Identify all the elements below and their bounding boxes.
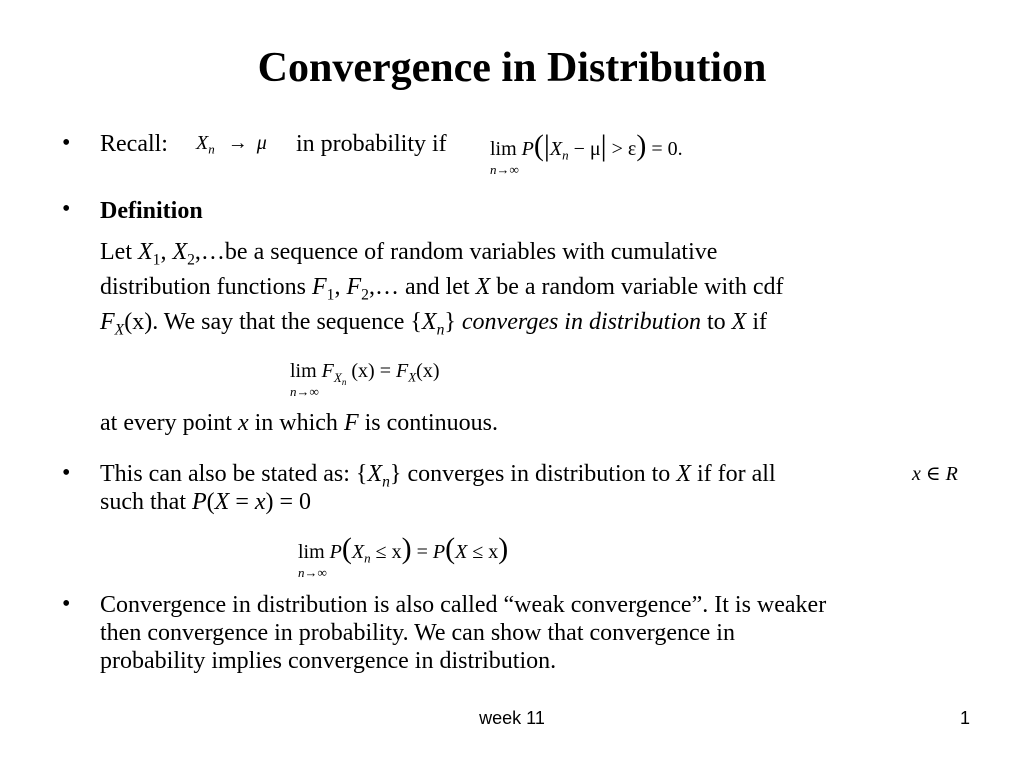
weak-convergence-line-2: then convergence in probability. We can show that convergence in	[100, 620, 735, 646]
alt-statement-line-1	[100, 460, 776, 491]
prob-limit-equation: lim n→∞ $P(X_n \le x) = P(X \le x)$	[298, 532, 509, 580]
var-x: X	[214, 489, 230, 515]
sub-x: X	[114, 321, 125, 339]
text-at-every-point: at every point	[100, 410, 238, 436]
sub-xn	[334, 370, 347, 385]
comma: ,	[160, 239, 173, 265]
var-f: F	[100, 309, 115, 335]
footer-week-label: week 11	[479, 708, 545, 728]
math-x: X	[196, 132, 209, 154]
lim-text: lim	[290, 360, 317, 382]
lim-subscript: n→∞	[298, 565, 327, 580]
arg-x: (x)	[124, 309, 153, 335]
var-xn: X	[421, 309, 437, 335]
var-x: X	[676, 461, 691, 487]
cdf-limit-equation	[290, 360, 440, 399]
prob-sub-n: n	[562, 147, 569, 163]
bullet-marker: •	[62, 130, 71, 156]
weak-convergence-line-3: probability implies convergence in distribution.	[100, 648, 557, 674]
text-if: if	[746, 309, 768, 335]
sub-n: n	[364, 550, 371, 566]
sub-2: 2	[361, 286, 369, 304]
sub-2: 2	[187, 251, 195, 269]
definition-heading: Definition	[100, 198, 203, 224]
term-converges-in-distribution: converges in distribution	[461, 309, 701, 335]
var-x: x	[237, 410, 249, 436]
leq-x: ≤ x	[467, 541, 499, 563]
bullet-marker: •	[62, 591, 71, 617]
probability-limit-equation: lim n→∞ $P(|X_n - \mu| > \varepsilon) = 0$.	[490, 129, 683, 177]
text-and-let: ,… and let	[368, 274, 476, 300]
var-f: F	[321, 360, 334, 382]
continuity-condition	[100, 409, 498, 437]
math-arrow: →	[227, 132, 248, 154]
prob-eq-zero: = 0.	[651, 138, 683, 160]
var-x: X	[367, 461, 383, 487]
sub-x: X	[333, 369, 342, 385]
comma: ,	[334, 274, 347, 300]
equals-zero: ) = 0	[265, 489, 312, 515]
leq-x: ≤ x	[370, 541, 402, 563]
var-f1: F	[312, 274, 327, 300]
var-f: F	[396, 360, 409, 382]
brace-close: }	[444, 309, 462, 335]
convergence-in-probability-notation	[196, 132, 267, 155]
slide-title: Convergence in Distribution	[257, 45, 767, 91]
weak-convergence-line-1: Convergence in distribution is also called “weak convergence”. It is weaker	[100, 592, 827, 618]
lim-text: lim	[298, 541, 325, 563]
alt-statement-line-2	[100, 488, 311, 516]
text-in-which: in which	[248, 410, 344, 436]
sub-1: 1	[152, 251, 161, 269]
var-p: P	[191, 489, 207, 515]
equals: =	[229, 489, 255, 515]
in-probability-text: in probability if	[296, 131, 447, 157]
sub-n: n	[341, 376, 347, 387]
prob-minus-mu: − μ	[568, 138, 601, 160]
text-if-for-all: if for all	[690, 461, 776, 487]
equals: =	[411, 541, 433, 563]
sub-n: n	[382, 473, 390, 491]
slide-number: 1	[959, 708, 970, 728]
var-p: P	[432, 541, 446, 563]
var-x-lower: x	[254, 489, 266, 515]
var-x1: X	[137, 239, 153, 265]
var-x: X	[475, 274, 491, 300]
sub-n: n	[436, 321, 445, 339]
var-f: F	[343, 410, 359, 436]
lim-subscript: n→∞	[290, 384, 319, 399]
lim-operator	[490, 138, 519, 177]
var-x: X	[731, 309, 747, 335]
text-we-say: . We say that the sequence {	[152, 309, 422, 335]
definition-line-3	[100, 308, 768, 339]
prob-gt-eps: > ε	[611, 138, 637, 160]
var-f2: F	[346, 274, 362, 300]
x-in-r-notation: x ∈ R	[912, 463, 958, 485]
definition-line-1	[100, 238, 718, 269]
lim-operator	[290, 360, 319, 399]
prob-p: P	[521, 138, 534, 160]
lim-subscript: n→∞	[490, 162, 519, 177]
text-random-variable-cdf: be a random variable with cdf	[490, 274, 784, 300]
text-let: Let	[100, 239, 138, 265]
var-x: X	[351, 541, 365, 563]
sub-1: 1	[326, 286, 335, 304]
paren-open: (	[206, 489, 215, 515]
text-converges-to: } converges in distribution to	[389, 461, 677, 487]
arg-x: (x)	[416, 360, 440, 382]
bullet-marker: •	[62, 460, 71, 486]
bullet-marker: •	[62, 196, 71, 222]
definition-line-2	[100, 273, 784, 304]
math-mu: μ	[256, 132, 267, 154]
lim-text: lim	[490, 138, 517, 160]
text-to: to	[701, 309, 732, 335]
prob-x: X	[549, 138, 563, 160]
lim-operator	[298, 541, 327, 580]
sub-x: X	[408, 369, 417, 385]
var-p: P	[329, 541, 342, 563]
text-is-continuous: is continuous.	[358, 410, 498, 436]
text-sequence: ,…be a sequence of random variables with cumulative	[194, 239, 718, 265]
var-x2: X	[172, 239, 188, 265]
arg-x-equals: (x) =	[351, 360, 396, 382]
text-distribution-functions: distribution functions	[100, 274, 312, 300]
var-x: X	[455, 541, 468, 563]
recall-label: Recall:	[100, 131, 168, 157]
text-such-that: such that	[100, 489, 192, 515]
math-sub-n: n	[208, 141, 215, 157]
text-stated-as: This can also be stated as: {	[100, 461, 368, 487]
